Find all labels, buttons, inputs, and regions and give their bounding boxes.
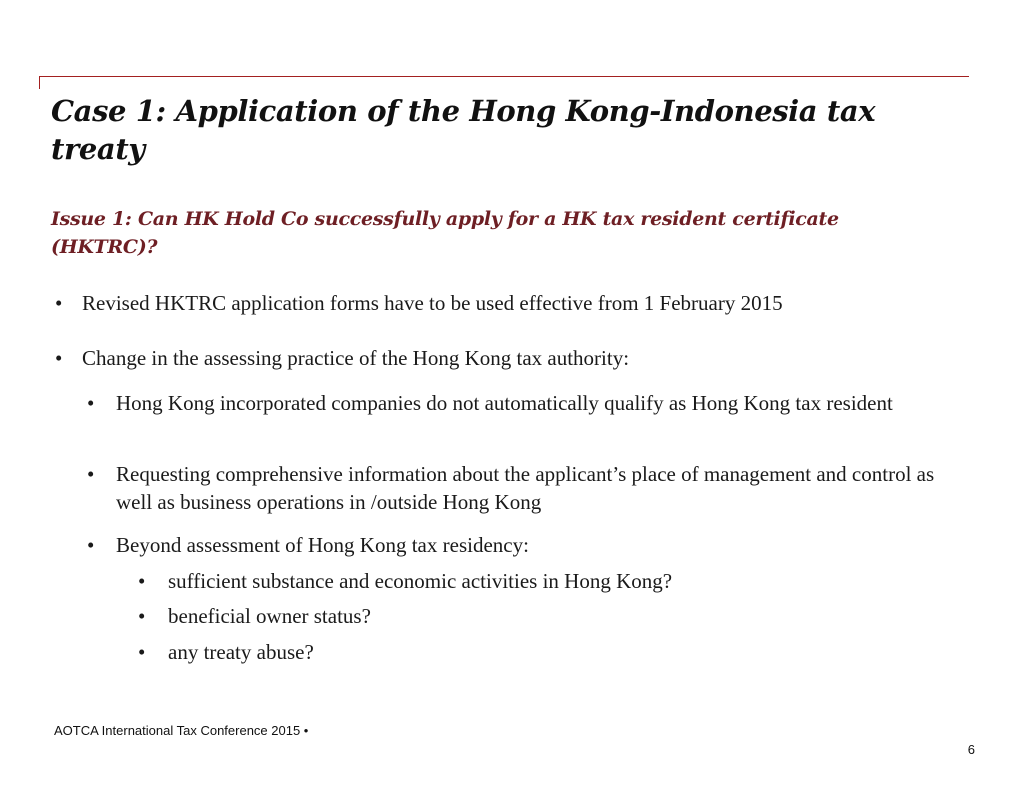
sub-sub-bullet-item <box>138 602 898 630</box>
bullet-marker: • <box>87 462 95 486</box>
bullet-marker: • <box>87 391 95 415</box>
bullet-marker: • <box>55 346 63 370</box>
sub-bullet-item <box>87 531 927 559</box>
bullet-marker: • <box>138 640 146 664</box>
bullet-item <box>55 289 955 317</box>
sub-bullet-text: Requesting comprehensive information about the applicant’s place of management and control as well as business operations in /outside Hong Kong <box>116 462 935 514</box>
header-rule <box>39 76 969 77</box>
sub-sub-bullet-text: beneficial owner status? <box>168 604 371 628</box>
bullet-marker: • <box>138 604 146 628</box>
sub-bullet-text: Hong Kong incorporated companies do not automatically qualify as Hong Kong tax resident <box>116 391 893 415</box>
bullet-marker: • <box>138 569 146 593</box>
sub-bullet-text: Beyond assessment of Hong Kong tax residency: <box>116 533 529 557</box>
slide-title: Case 1: Application of the Hong Kong-Indonesia tax treaty <box>51 94 876 166</box>
bullet-text: Revised HKTRC application forms have to be used effective from 1 February 2015 <box>82 291 783 315</box>
bullet-marker: • <box>55 291 63 315</box>
sub-bullet-item <box>87 460 947 516</box>
sub-sub-bullet-text: sufficient substance and economic activities in Hong Kong? <box>168 569 673 593</box>
sub-sub-bullet-item <box>138 567 898 595</box>
bullet-text: Change in the assessing practice of the Hong Kong tax authority: <box>82 346 630 370</box>
sub-sub-bullet-text: any treaty abuse? <box>168 640 314 664</box>
bullet-marker: • <box>87 533 95 557</box>
sub-bullet-item <box>87 389 927 417</box>
page-number: 6 <box>967 742 975 757</box>
bullet-item <box>55 344 955 372</box>
sub-sub-bullet-item <box>138 638 898 666</box>
issue-subtitle: Issue 1: Can HK Hold Co successfully apply for a HK tax resident certificate (HKTRC)? <box>51 208 839 258</box>
footer-conference-label: AOTCA International Tax Conference 2015 • <box>54 723 309 738</box>
header-rule-corner <box>39 76 40 89</box>
